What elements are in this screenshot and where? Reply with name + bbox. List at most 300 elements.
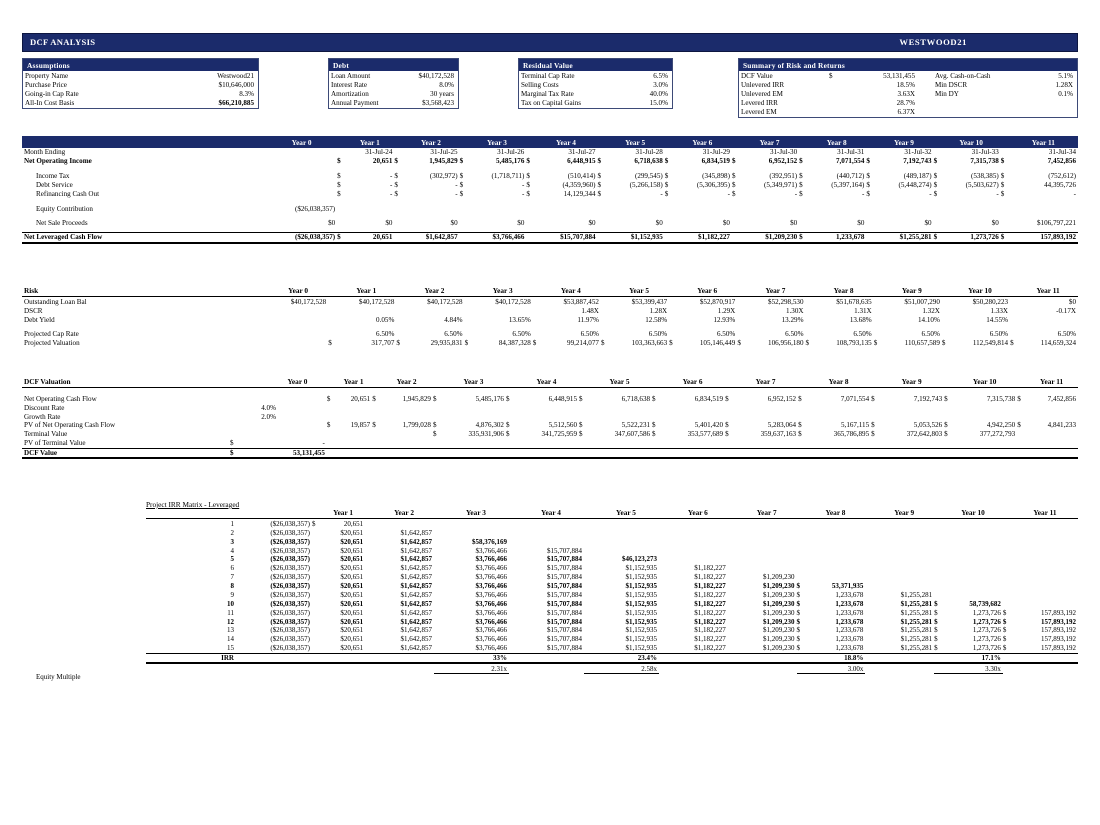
cell: $20,651 — [340, 626, 364, 635]
cell: 6,952,152 — [767, 394, 797, 403]
currency-symbol — [659, 644, 668, 653]
year-header: Year 3 — [468, 136, 527, 148]
currency-symbol — [312, 635, 321, 644]
cell: $1,255,281 — [900, 599, 933, 608]
cell — [1012, 582, 1078, 591]
residual-value: 40.0% — [649, 89, 668, 98]
scenario-number: 8 — [230, 582, 234, 590]
cell: 7,315,738 — [986, 394, 1016, 403]
currency-symbol — [312, 573, 321, 582]
cell: $15,707,884 — [546, 590, 582, 599]
currency-symbol — [865, 537, 874, 546]
currency-symbol — [584, 626, 593, 635]
summary-label — [919, 99, 1019, 108]
row-label: Month Ending — [24, 148, 66, 157]
currency-col — [365, 508, 374, 519]
summary-value: 6.37X — [897, 108, 915, 117]
currency-symbol — [509, 608, 518, 617]
cell: 7,071,554 — [835, 157, 865, 166]
equity-multiple-value: 2.58x — [593, 663, 659, 673]
cell: $20,651 — [340, 590, 364, 599]
cell — [593, 537, 659, 546]
currency-symbol: $ — [805, 339, 810, 348]
cell — [1012, 528, 1078, 537]
cell: $20,651 — [340, 537, 364, 546]
table-row — [519, 89, 672, 98]
currency-symbol: $ — [1000, 180, 1005, 189]
year-header: Year 9 — [882, 286, 942, 297]
cell: - — [322, 439, 325, 448]
cell — [668, 546, 728, 555]
table-row — [146, 626, 1078, 635]
cell: 6,448,915 — [548, 394, 577, 403]
cell: 1,233,678 — [835, 635, 864, 644]
currency-symbol: $ — [328, 339, 332, 348]
cell: $20,651 — [340, 546, 364, 555]
currency-symbol — [1003, 555, 1012, 564]
debt-label: Annual Payment — [331, 99, 379, 108]
cell: $1,182,227 — [694, 590, 726, 599]
currency-symbol — [365, 599, 374, 608]
table-row — [146, 537, 1078, 546]
year-header: Year 6 — [673, 136, 732, 148]
year-header: Year 10 — [950, 286, 1010, 297]
table-row — [23, 80, 258, 89]
cell: $1,182,227 — [694, 608, 726, 617]
year-header: Year 8 — [807, 136, 866, 148]
currency-col — [1003, 508, 1012, 519]
cell: $1,642,857 — [400, 564, 432, 573]
cell: ($26,038,357) — [270, 573, 310, 582]
currency-symbol — [659, 590, 668, 599]
currency-symbol: $ — [796, 635, 801, 644]
currency-symbol: $ — [1002, 626, 1007, 635]
currency-col — [509, 508, 518, 519]
cell: 6,834,519 — [694, 394, 724, 403]
cell: - — [727, 189, 730, 198]
currency-symbol: $ — [796, 582, 801, 590]
currency-symbol: $ — [796, 590, 801, 599]
currency-symbol — [509, 635, 518, 644]
currency-symbol: $ — [796, 644, 801, 653]
row-label — [22, 439, 260, 448]
currency-symbol: $ — [934, 644, 938, 653]
cell: 31-Jul-25 — [430, 148, 458, 157]
cell: 103,363,663 — [631, 339, 668, 348]
currency-symbol: $ — [934, 626, 938, 635]
currency-symbol: $ — [796, 626, 801, 635]
scenario-number: 14 — [227, 635, 234, 644]
currency-symbol: $ — [871, 421, 875, 430]
cell: $1,209,230 — [763, 644, 795, 653]
currency-col — [934, 653, 943, 663]
currency-col — [312, 653, 321, 663]
residual-table — [519, 71, 672, 108]
cell: $1,152,935 — [625, 608, 657, 617]
year-header: Year 4 — [518, 508, 584, 519]
cell: 31-Jul-32 — [904, 148, 932, 157]
year-header: Year 5 — [609, 286, 669, 297]
cell: ($26,038,357) — [270, 608, 310, 617]
cell: $1,255,281 — [900, 635, 933, 644]
cell: (440,712) — [836, 172, 865, 181]
cell: ($26,038,357) — [270, 519, 310, 528]
risk-header-row — [22, 286, 1078, 297]
currency-symbol — [934, 582, 943, 591]
cell — [266, 157, 337, 166]
currency-symbol: $ — [394, 172, 398, 181]
currency-symbol — [509, 546, 518, 555]
cell — [266, 181, 337, 190]
currency-symbol: $ — [459, 157, 464, 166]
year-header: Year 3 — [473, 286, 533, 297]
currency-symbol — [728, 590, 737, 599]
debt-header: Debt — [329, 59, 458, 71]
irr-value — [1012, 653, 1078, 663]
net-leveraged-cashflow-row — [22, 232, 1078, 242]
table-row — [329, 89, 458, 98]
cell: $1,152,935 — [625, 564, 657, 573]
irr-value — [321, 653, 365, 663]
currency-symbol: $ — [326, 421, 331, 430]
cell: 6.50% — [716, 330, 736, 339]
currency-col — [728, 663, 737, 673]
currency-symbol: $ — [459, 172, 464, 181]
assumption-value: $66,210,885 — [218, 99, 254, 108]
year-header: Year 9 — [879, 377, 944, 388]
cell — [874, 573, 934, 582]
currency-symbol — [509, 573, 518, 582]
cell: $15,707,884 — [546, 626, 582, 635]
currency-symbol — [825, 89, 839, 98]
cell: 6.50% — [444, 330, 463, 339]
cell: $20,651 — [340, 608, 364, 617]
cell — [668, 537, 728, 546]
cell — [943, 546, 1003, 555]
cell: 20,651 — [372, 157, 393, 166]
currency-symbol: $ — [944, 430, 948, 439]
cell — [266, 172, 337, 181]
cell: $1,642,857 — [400, 626, 432, 635]
summary-label: Min DY — [935, 89, 959, 98]
currency-symbol — [659, 617, 668, 626]
cell: $20,651 — [340, 528, 364, 537]
cell: - — [996, 189, 999, 198]
currency-symbol — [312, 599, 321, 608]
irr-matrix-table — [36, 508, 1078, 682]
cell: 1,273,726 — [972, 644, 1001, 653]
year-header: Year 7 — [733, 377, 798, 388]
cell: $0 — [857, 219, 865, 228]
currency-symbol — [865, 528, 874, 537]
cell — [737, 564, 797, 573]
residual-label: Tax on Capital Gains — [521, 99, 581, 108]
currency-symbol: $ — [866, 189, 870, 198]
cell: $1,152,935 — [625, 573, 657, 582]
currency-symbol — [584, 573, 593, 582]
year-header: Year 2 — [402, 136, 459, 148]
cell — [943, 590, 1003, 599]
currency-col — [1003, 663, 1012, 673]
currency-symbol — [365, 635, 374, 644]
cell: 31-Jul-33 — [971, 148, 999, 157]
currency-symbol: $ — [526, 172, 530, 181]
row-label: DSCR — [24, 306, 43, 315]
section-title: Risk — [22, 286, 260, 297]
cell: $1,209,230 — [763, 626, 795, 635]
cell: 5,053,526 — [913, 421, 943, 430]
row-label: Debt Yield — [24, 315, 55, 324]
year-header: Year 3 — [443, 508, 509, 519]
table-row — [23, 89, 258, 98]
cell: 6.50% — [376, 330, 395, 339]
cell: $1,209,230 — [763, 608, 795, 617]
cell: 1.33X — [990, 306, 1009, 315]
currency-symbol — [434, 626, 443, 635]
cell: 12.58% — [645, 315, 668, 324]
cell: (345,898) — [702, 172, 730, 181]
cell: $106,797,221 — [1036, 219, 1076, 228]
cell: 6,834,519 — [701, 157, 730, 166]
cell: 99,214,077 — [567, 339, 599, 348]
cell — [518, 519, 584, 528]
cell — [335, 430, 372, 439]
currency-symbol: $ — [799, 232, 807, 242]
cell: $0 — [517, 219, 525, 228]
year-header: Year 0 — [268, 286, 328, 297]
dcf-valuation-table — [22, 377, 1078, 459]
currency-symbol: $ — [866, 157, 870, 166]
currency-symbol — [865, 608, 874, 617]
currency-symbol — [934, 564, 943, 573]
currency-symbol — [728, 608, 737, 617]
currency-symbol — [365, 564, 374, 573]
currency-symbol — [509, 555, 518, 564]
cell: $1,182,227 — [694, 599, 726, 608]
currency-symbol — [509, 564, 518, 573]
cell: $0 — [1068, 297, 1076, 306]
cell — [268, 306, 328, 315]
currency-symbol — [728, 537, 737, 546]
currency-symbol — [934, 519, 943, 528]
cell: $1,209,230 — [763, 635, 795, 644]
row-label: Projected Cap Rate — [24, 330, 79, 339]
cell: 7,452,856 — [1047, 157, 1076, 166]
currency-symbol: $ — [532, 339, 537, 348]
cell: 1,945,829 — [429, 157, 458, 166]
row-label: Terminal Value — [24, 430, 68, 439]
summary-value: 18.5% — [896, 80, 915, 89]
currency-symbol: $ — [731, 172, 736, 181]
currency-symbol — [865, 590, 874, 599]
assumption-label: Purchase Price — [25, 80, 67, 89]
table-row — [146, 573, 1078, 582]
cell: 317,707 — [371, 339, 395, 348]
growth-rate-label: Growth Rate — [24, 412, 61, 421]
spacer-cell — [236, 653, 312, 663]
cell: (5,397,164) — [831, 180, 865, 189]
assumption-value: 8.3% — [239, 89, 254, 98]
cell: 5,512,560 — [548, 421, 577, 430]
currency-symbol: $ — [337, 180, 341, 189]
summary-label: DCF Value — [741, 71, 773, 80]
cell: 365,786,895 — [833, 430, 870, 439]
cell: 14.10% — [918, 315, 940, 324]
growth-rate-value: 2.0% — [261, 412, 276, 421]
page-title: DCF ANALYSIS — [30, 37, 96, 47]
currency-symbol: $ — [731, 157, 736, 166]
cell: 105,146,449 — [699, 339, 736, 348]
currency-symbol: $ — [934, 608, 938, 617]
cashflow-year-header — [22, 136, 1078, 148]
table-row — [146, 528, 1078, 537]
cell: 6.50% — [785, 330, 804, 339]
assumption-label: Property Name — [25, 71, 69, 80]
summary-value — [1019, 99, 1077, 108]
cell: - — [794, 189, 798, 198]
cell: 6.50% — [580, 330, 599, 339]
cell: 31-Jul-31 — [837, 148, 865, 157]
currency-symbol — [509, 519, 518, 528]
cell: $1,255,281 — [900, 626, 933, 635]
currency-symbol — [312, 537, 321, 546]
cell: 12.93% — [713, 315, 736, 324]
currency-symbol — [797, 573, 806, 582]
currency-symbol — [728, 582, 737, 591]
year-header: Year 0 — [266, 136, 337, 148]
equity-multiple-text: Equity Multiple — [36, 673, 81, 682]
summary-label: Unlevered IRR — [741, 80, 785, 89]
month-ending-row — [22, 148, 1078, 157]
summary-value — [1019, 108, 1077, 117]
cell: $1,182,227 — [673, 232, 732, 242]
cell: $1,182,227 — [694, 582, 726, 590]
table-row — [146, 582, 1078, 591]
cell: 1,233,678 — [835, 590, 864, 599]
scenario-number: 15 — [227, 644, 234, 653]
cell: - — [929, 189, 932, 198]
currency-symbol: $ — [1017, 394, 1021, 403]
currency-symbol — [584, 599, 593, 608]
currency-symbol — [312, 582, 321, 591]
year-header: Year 11 — [1012, 508, 1078, 519]
discount-rate-label: Discount Rate — [24, 403, 65, 412]
currency-symbol: $ — [1002, 635, 1007, 644]
cell: $3,766,466 — [475, 582, 507, 590]
debt-service-row — [22, 181, 1078, 190]
currency-symbol — [312, 590, 321, 599]
cell — [266, 189, 337, 198]
currency-symbol — [434, 608, 443, 617]
cell: $1,255,281 — [900, 608, 933, 617]
currency-symbol: $ — [796, 608, 801, 617]
currency-col — [509, 663, 518, 673]
equity-multiple-value: 2.31x — [443, 663, 509, 673]
currency-symbol: $ — [798, 421, 802, 430]
row-label: Projected Valuation — [24, 339, 80, 348]
currency-symbol: $ — [597, 157, 602, 166]
cell — [874, 528, 934, 537]
currency-symbol — [312, 617, 321, 626]
currency-symbol — [1003, 546, 1012, 555]
currency-symbol — [434, 582, 443, 591]
scenario-number: 12 — [227, 617, 234, 626]
year-header: Year 2 — [404, 286, 464, 297]
cell: 110,657,589 — [904, 339, 940, 348]
table-row — [739, 80, 1077, 89]
currency-symbol — [312, 564, 321, 573]
cell: 372,642,803 — [906, 430, 943, 439]
cell: 20,651 — [343, 519, 364, 528]
currency-symbol: $ — [505, 421, 510, 430]
currency-symbol — [934, 555, 943, 564]
cell: 6.50% — [648, 330, 668, 339]
table-row — [739, 99, 1077, 108]
year-header: Year 6 — [660, 377, 725, 388]
scenario-number: 10 — [227, 599, 234, 608]
currency-symbol — [865, 599, 874, 608]
cashflow-table — [22, 136, 1078, 244]
cell: $0 — [385, 219, 393, 228]
currency-symbol: $ — [1000, 189, 1005, 198]
cell — [806, 573, 866, 582]
cell: (752,612) — [1048, 172, 1076, 181]
currency-symbol: $ — [597, 189, 602, 198]
table-row — [329, 71, 458, 80]
cell: $1,182,227 — [694, 626, 726, 635]
currency-symbol — [1003, 519, 1012, 528]
cell: - — [521, 189, 525, 198]
year-header: Year 10 — [943, 508, 1003, 519]
table-row — [146, 617, 1078, 626]
currency-col — [934, 508, 943, 519]
currency-symbol — [865, 546, 874, 555]
equity-multiple-value — [1012, 663, 1078, 673]
cell: 6.50% — [921, 330, 940, 339]
cell — [943, 582, 1003, 591]
cell: $20,651 — [340, 635, 364, 644]
year-header: Year 1 — [336, 286, 396, 297]
cell: ($26,038,357) — [270, 555, 310, 564]
summary-label: Unlevered EM — [741, 89, 783, 98]
net-operating-cashflow-row — [22, 394, 1078, 403]
cell: ($26,038,357) — [270, 582, 310, 590]
currency-symbol — [584, 528, 593, 537]
debt-yield-row — [22, 315, 1078, 324]
currency-symbol — [865, 573, 874, 582]
summary-value: 3.63X — [897, 89, 915, 98]
currency-symbol — [312, 546, 321, 555]
irr-row — [146, 653, 1078, 663]
year-header: Year 7 — [740, 136, 799, 148]
currency-symbol — [1003, 590, 1012, 599]
cell: $3,766,466 — [475, 599, 507, 608]
outstanding-loan-row — [22, 297, 1078, 306]
currency-symbol: $ — [394, 157, 398, 166]
currency-symbol — [312, 626, 321, 635]
cell: 1,233,678 — [835, 608, 864, 617]
cell: $0 — [588, 219, 596, 228]
currency-symbol — [825, 99, 839, 108]
currency-symbol: $ — [432, 430, 437, 439]
irr-value — [518, 653, 584, 663]
table-row — [519, 80, 672, 89]
table-row — [146, 546, 1078, 555]
currency-symbol: $ — [731, 189, 736, 198]
currency-symbol — [584, 590, 593, 599]
year-header: Year 10 — [952, 377, 1017, 388]
equity-multiple-value — [668, 663, 728, 673]
